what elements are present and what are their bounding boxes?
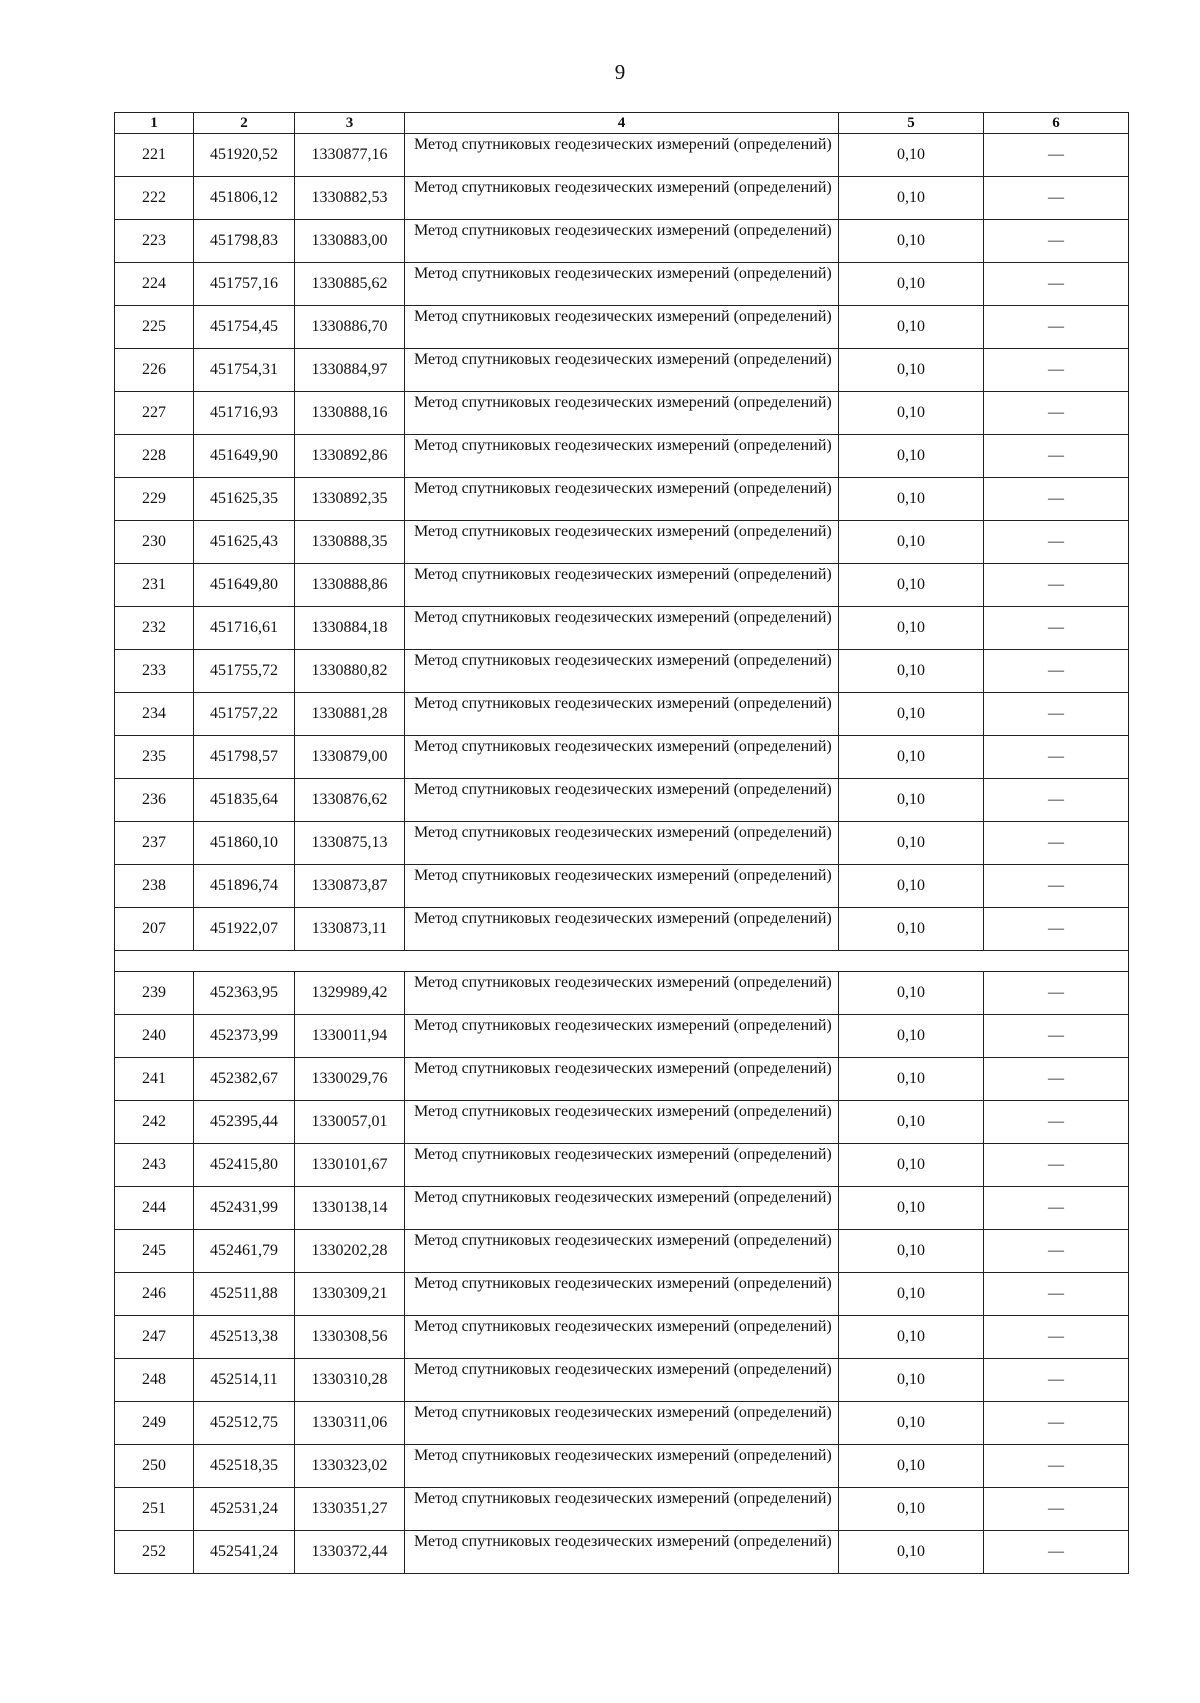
note-cell: —	[984, 478, 1129, 521]
x-coordinate-cell: 451716,61	[194, 607, 295, 650]
y-coordinate-cell: 1330311,06	[295, 1402, 405, 1445]
table-row	[115, 1144, 1129, 1187]
y-coordinate-cell: 1330029,76	[295, 1058, 405, 1101]
point-number-cell: 243	[115, 1144, 194, 1187]
x-coordinate-cell: 452512,75	[194, 1402, 295, 1445]
table-row	[115, 1101, 1129, 1144]
method-cell: Метод спутниковых геодезических измерений (определений)	[405, 306, 839, 349]
method-cell: Метод спутниковых геодезических измерений (определений)	[405, 1058, 839, 1101]
point-number-cell: 239	[115, 972, 194, 1015]
table-row	[115, 865, 1129, 908]
table-row	[115, 306, 1129, 349]
accuracy-cell: 0,10	[839, 134, 984, 177]
table-row	[115, 1273, 1129, 1316]
x-coordinate-cell: 451649,90	[194, 435, 295, 478]
x-coordinate-cell: 451920,52	[194, 134, 295, 177]
y-coordinate-cell: 1330323,02	[295, 1445, 405, 1488]
x-coordinate-cell: 452373,99	[194, 1015, 295, 1058]
point-number-cell: 242	[115, 1101, 194, 1144]
y-coordinate-cell: 1330372,44	[295, 1531, 405, 1574]
accuracy-cell: 0,10	[839, 521, 984, 564]
y-coordinate-cell: 1330057,01	[295, 1101, 405, 1144]
point-number-cell: 244	[115, 1187, 194, 1230]
note-cell: —	[984, 1187, 1129, 1230]
y-coordinate-cell: 1330202,28	[295, 1230, 405, 1273]
method-cell: Метод спутниковых геодезических измерений (определений)	[405, 1187, 839, 1230]
x-coordinate-cell: 451754,31	[194, 349, 295, 392]
page-number: 9	[614, 60, 626, 84]
note-cell: —	[984, 693, 1129, 736]
x-coordinate-cell: 451757,16	[194, 263, 295, 306]
x-coordinate-cell: 451798,83	[194, 220, 295, 263]
point-number-cell: 252	[115, 1531, 194, 1574]
x-coordinate-cell: 451922,07	[194, 908, 295, 951]
point-number-cell: 251	[115, 1488, 194, 1531]
y-coordinate-cell: 1330888,16	[295, 392, 405, 435]
point-number-cell: 226	[115, 349, 194, 392]
note-cell: —	[984, 435, 1129, 478]
y-coordinate-cell: 1330885,62	[295, 263, 405, 306]
x-coordinate-cell: 452395,44	[194, 1101, 295, 1144]
accuracy-cell: 0,10	[839, 1316, 984, 1359]
y-coordinate-cell: 1330882,53	[295, 177, 405, 220]
accuracy-cell: 0,10	[839, 349, 984, 392]
note-cell: —	[984, 263, 1129, 306]
accuracy-cell: 0,10	[839, 1230, 984, 1273]
header-cell: 6	[984, 113, 1129, 134]
point-number-cell: 245	[115, 1230, 194, 1273]
table-row	[115, 1058, 1129, 1101]
method-cell: Метод спутниковых геодезических измерений (определений)	[405, 1316, 839, 1359]
accuracy-cell: 0,10	[839, 1359, 984, 1402]
y-coordinate-cell: 1330884,97	[295, 349, 405, 392]
accuracy-cell: 0,10	[839, 865, 984, 908]
x-coordinate-cell: 452461,79	[194, 1230, 295, 1273]
x-coordinate-cell: 452518,35	[194, 1445, 295, 1488]
method-cell: Метод спутниковых геодезических измерений (определений)	[405, 1402, 839, 1445]
note-cell: —	[984, 1058, 1129, 1101]
accuracy-cell: 0,10	[839, 1402, 984, 1445]
note-cell: —	[984, 822, 1129, 865]
note-cell: —	[984, 908, 1129, 951]
point-number-cell: 247	[115, 1316, 194, 1359]
group-separator-row	[115, 951, 1129, 972]
header-row	[115, 113, 1129, 134]
note-cell: —	[984, 1402, 1129, 1445]
x-coordinate-cell: 451896,74	[194, 865, 295, 908]
table-row	[115, 1445, 1129, 1488]
y-coordinate-cell: 1330873,11	[295, 908, 405, 951]
note-cell: —	[984, 349, 1129, 392]
accuracy-cell: 0,10	[839, 693, 984, 736]
table-row	[115, 478, 1129, 521]
accuracy-cell: 0,10	[839, 779, 984, 822]
note-cell: —	[984, 177, 1129, 220]
accuracy-cell: 0,10	[839, 1531, 984, 1574]
method-cell: Метод спутниковых геодезических измерений (определений)	[405, 1144, 839, 1187]
note-cell: —	[984, 1144, 1129, 1187]
accuracy-cell: 0,10	[839, 908, 984, 951]
x-coordinate-cell: 452541,24	[194, 1531, 295, 1574]
point-number-cell: 232	[115, 607, 194, 650]
accuracy-cell: 0,10	[839, 478, 984, 521]
y-coordinate-cell: 1330101,67	[295, 1144, 405, 1187]
x-coordinate-cell: 452415,80	[194, 1144, 295, 1187]
method-cell: Метод спутниковых геодезических измерений (определений)	[405, 134, 839, 177]
table-body	[115, 134, 1129, 1574]
table-row	[115, 1230, 1129, 1273]
table-row	[115, 521, 1129, 564]
table-row	[115, 1402, 1129, 1445]
table-row	[115, 435, 1129, 478]
accuracy-cell: 0,10	[839, 435, 984, 478]
y-coordinate-cell: 1330308,56	[295, 1316, 405, 1359]
y-coordinate-cell: 1330880,82	[295, 650, 405, 693]
y-coordinate-cell: 1330883,00	[295, 220, 405, 263]
method-cell: Метод спутниковых геодезических измерений (определений)	[405, 865, 839, 908]
method-cell: Метод спутниковых геодезических измерений (определений)	[405, 392, 839, 435]
note-cell: —	[984, 972, 1129, 1015]
table-row	[115, 1531, 1129, 1574]
table-row	[115, 1187, 1129, 1230]
note-cell: —	[984, 1316, 1129, 1359]
note-cell: —	[984, 220, 1129, 263]
y-coordinate-cell: 1330884,18	[295, 607, 405, 650]
x-coordinate-cell: 451860,10	[194, 822, 295, 865]
method-cell: Метод спутниковых геодезических измерений (определений)	[405, 177, 839, 220]
x-coordinate-cell: 451835,64	[194, 779, 295, 822]
point-number-cell: 221	[115, 134, 194, 177]
method-cell: Метод спутниковых геодезических измерений (определений)	[405, 822, 839, 865]
point-number-cell: 230	[115, 521, 194, 564]
method-cell: Метод спутниковых геодезических измерений (определений)	[405, 736, 839, 779]
y-coordinate-cell: 1330876,62	[295, 779, 405, 822]
x-coordinate-cell: 451754,45	[194, 306, 295, 349]
table-row	[115, 564, 1129, 607]
table-row	[115, 1316, 1129, 1359]
table-row	[115, 650, 1129, 693]
y-coordinate-cell: 1330011,94	[295, 1015, 405, 1058]
note-cell: —	[984, 1488, 1129, 1531]
method-cell: Метод спутниковых геодезических измерений (определений)	[405, 1359, 839, 1402]
note-cell: —	[984, 134, 1129, 177]
note-cell: —	[984, 607, 1129, 650]
point-number-cell: 224	[115, 263, 194, 306]
y-coordinate-cell: 1330310,28	[295, 1359, 405, 1402]
x-coordinate-cell: 451806,12	[194, 177, 295, 220]
x-coordinate-cell: 451625,35	[194, 478, 295, 521]
x-coordinate-cell: 452363,95	[194, 972, 295, 1015]
note-cell: —	[984, 1015, 1129, 1058]
table-row	[115, 908, 1129, 951]
method-cell: Метод спутниковых геодезических измерений (определений)	[405, 1488, 839, 1531]
point-number-cell: 229	[115, 478, 194, 521]
point-number-cell: 225	[115, 306, 194, 349]
header-cell: 3	[295, 113, 405, 134]
table-row	[115, 607, 1129, 650]
accuracy-cell: 0,10	[839, 822, 984, 865]
point-number-cell: 250	[115, 1445, 194, 1488]
note-cell: —	[984, 650, 1129, 693]
method-cell: Метод спутниковых геодезических измерений (определений)	[405, 607, 839, 650]
table-row	[115, 736, 1129, 779]
header-cell: 1	[115, 113, 194, 134]
accuracy-cell: 0,10	[839, 1488, 984, 1531]
point-number-cell: 246	[115, 1273, 194, 1316]
point-number-cell: 223	[115, 220, 194, 263]
x-coordinate-cell: 452531,24	[194, 1488, 295, 1531]
point-number-cell: 233	[115, 650, 194, 693]
y-coordinate-cell: 1330892,86	[295, 435, 405, 478]
y-coordinate-cell: 1330892,35	[295, 478, 405, 521]
accuracy-cell: 0,10	[839, 972, 984, 1015]
method-cell: Метод спутниковых геодезических измерений (определений)	[405, 650, 839, 693]
method-cell: Метод спутниковых геодезических измерений (определений)	[405, 263, 839, 306]
table-row	[115, 134, 1129, 177]
separator-cell	[115, 951, 1129, 972]
x-coordinate-cell: 451625,43	[194, 521, 295, 564]
method-cell: Метод спутниковых геодезических измерений (определений)	[405, 1230, 839, 1273]
method-cell: Метод спутниковых геодезических измерений (определений)	[405, 349, 839, 392]
y-coordinate-cell: 1330351,27	[295, 1488, 405, 1531]
y-coordinate-cell: 1330886,70	[295, 306, 405, 349]
y-coordinate-cell: 1330877,16	[295, 134, 405, 177]
method-cell: Метод спутниковых геодезических измерений (определений)	[405, 908, 839, 951]
table-row	[115, 1015, 1129, 1058]
method-cell: Метод спутниковых геодезических измерений (определений)	[405, 1015, 839, 1058]
table-row	[115, 693, 1129, 736]
note-cell: —	[984, 1359, 1129, 1402]
point-number-cell: 207	[115, 908, 194, 951]
method-cell: Метод спутниковых геодезических измерений (определений)	[405, 564, 839, 607]
method-cell: Метод спутниковых геодезических измерений (определений)	[405, 478, 839, 521]
point-number-cell: 249	[115, 1402, 194, 1445]
table-row	[115, 349, 1129, 392]
x-coordinate-cell: 452382,67	[194, 1058, 295, 1101]
y-coordinate-cell: 1330888,35	[295, 521, 405, 564]
accuracy-cell: 0,10	[839, 306, 984, 349]
accuracy-cell: 0,10	[839, 1101, 984, 1144]
accuracy-cell: 0,10	[839, 177, 984, 220]
x-coordinate-cell: 452514,11	[194, 1359, 295, 1402]
table-row	[115, 392, 1129, 435]
accuracy-cell: 0,10	[839, 736, 984, 779]
y-coordinate-cell: 1329989,42	[295, 972, 405, 1015]
table-row	[115, 822, 1129, 865]
y-coordinate-cell: 1330875,13	[295, 822, 405, 865]
method-cell: Метод спутниковых геодезических измерений (определений)	[405, 521, 839, 564]
accuracy-cell: 0,10	[839, 1273, 984, 1316]
y-coordinate-cell: 1330309,21	[295, 1273, 405, 1316]
y-coordinate-cell: 1330888,86	[295, 564, 405, 607]
table-row	[115, 220, 1129, 263]
table-row	[115, 263, 1129, 306]
note-cell: —	[984, 1531, 1129, 1574]
point-number-cell: 228	[115, 435, 194, 478]
x-coordinate-cell: 452431,99	[194, 1187, 295, 1230]
x-coordinate-cell: 451716,93	[194, 392, 295, 435]
y-coordinate-cell: 1330873,87	[295, 865, 405, 908]
table-row	[115, 1359, 1129, 1402]
accuracy-cell: 0,10	[839, 220, 984, 263]
method-cell: Метод спутниковых геодезических измерений (определений)	[405, 435, 839, 478]
note-cell: —	[984, 779, 1129, 822]
point-number-cell: 236	[115, 779, 194, 822]
header-cell: 5	[839, 113, 984, 134]
method-cell: Метод спутниковых геодезических измерений (определений)	[405, 1531, 839, 1574]
note-cell: —	[984, 564, 1129, 607]
header-cell: 4	[405, 113, 839, 134]
accuracy-cell: 0,10	[839, 564, 984, 607]
point-number-cell: 240	[115, 1015, 194, 1058]
point-number-cell: 231	[115, 564, 194, 607]
accuracy-cell: 0,10	[839, 650, 984, 693]
y-coordinate-cell: 1330881,28	[295, 693, 405, 736]
point-number-cell: 241	[115, 1058, 194, 1101]
accuracy-cell: 0,10	[839, 1058, 984, 1101]
method-cell: Метод спутниковых геодезических измерений (определений)	[405, 1273, 839, 1316]
point-number-cell: 227	[115, 392, 194, 435]
note-cell: —	[984, 521, 1129, 564]
table-row	[115, 972, 1129, 1015]
y-coordinate-cell: 1330879,00	[295, 736, 405, 779]
x-coordinate-cell: 452513,38	[194, 1316, 295, 1359]
method-cell: Метод спутниковых геодезических измерений (определений)	[405, 220, 839, 263]
method-cell: Метод спутниковых геодезических измерений (определений)	[405, 779, 839, 822]
accuracy-cell: 0,10	[839, 263, 984, 306]
method-cell: Метод спутниковых геодезических измерений (определений)	[405, 1445, 839, 1488]
accuracy-cell: 0,10	[839, 1015, 984, 1058]
point-number-cell: 234	[115, 693, 194, 736]
table-row	[115, 779, 1129, 822]
x-coordinate-cell: 451798,57	[194, 736, 295, 779]
note-cell: —	[984, 1273, 1129, 1316]
note-cell: —	[984, 392, 1129, 435]
x-coordinate-cell: 451757,22	[194, 693, 295, 736]
accuracy-cell: 0,10	[839, 1187, 984, 1230]
point-number-cell: 237	[115, 822, 194, 865]
note-cell: —	[984, 865, 1129, 908]
note-cell: —	[984, 1230, 1129, 1273]
table-row	[115, 177, 1129, 220]
accuracy-cell: 0,10	[839, 607, 984, 650]
x-coordinate-cell: 451649,80	[194, 564, 295, 607]
table-row	[115, 1488, 1129, 1531]
accuracy-cell: 0,10	[839, 1144, 984, 1187]
accuracy-cell: 0,10	[839, 1445, 984, 1488]
x-coordinate-cell: 451755,72	[194, 650, 295, 693]
point-number-cell: 235	[115, 736, 194, 779]
note-cell: —	[984, 1445, 1129, 1488]
note-cell: —	[984, 736, 1129, 779]
y-coordinate-cell: 1330138,14	[295, 1187, 405, 1230]
point-number-cell: 222	[115, 177, 194, 220]
method-cell: Метод спутниковых геодезических измерений (определений)	[405, 1101, 839, 1144]
accuracy-cell: 0,10	[839, 392, 984, 435]
coordinates-table	[114, 112, 1129, 1574]
point-number-cell: 248	[115, 1359, 194, 1402]
note-cell: —	[984, 1101, 1129, 1144]
header-cell: 2	[194, 113, 295, 134]
note-cell: —	[984, 306, 1129, 349]
method-cell: Метод спутниковых геодезических измерений (определений)	[405, 693, 839, 736]
point-number-cell: 238	[115, 865, 194, 908]
x-coordinate-cell: 452511,88	[194, 1273, 295, 1316]
method-cell: Метод спутниковых геодезических измерений (определений)	[405, 972, 839, 1015]
